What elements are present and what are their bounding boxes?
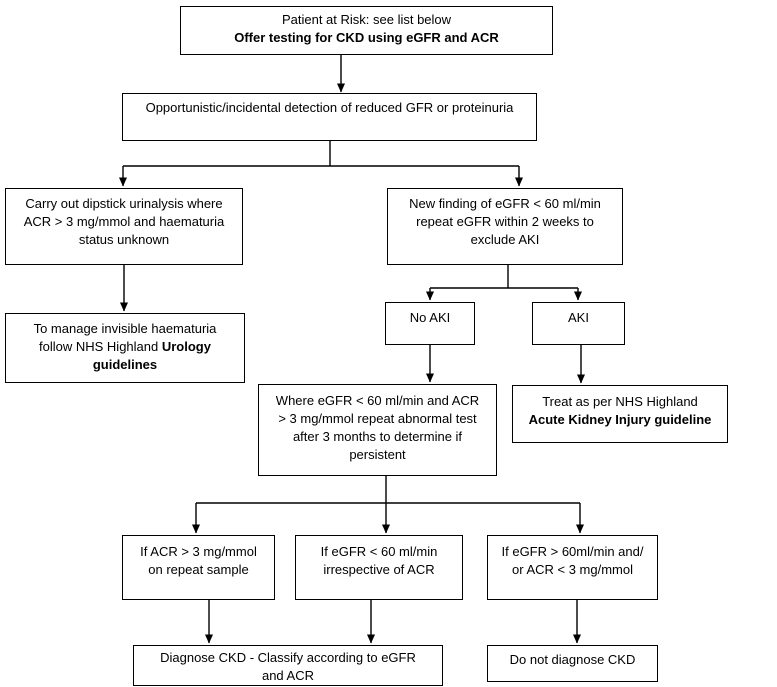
node-aki — [532, 302, 625, 345]
node-patient-at-risk — [180, 6, 553, 55]
node-text: exclude AKI — [470, 232, 540, 247]
node-text: Opportunistic/incidental detection of reduced GFR or proteinuria — [145, 100, 514, 115]
node-text: Treat as per NHS Highland — [542, 394, 698, 409]
node-text: Diagnose CKD - Classify according to eGFR — [160, 650, 416, 665]
node-text: after 3 months to determine if — [292, 429, 463, 444]
node-if-egfr-low — [295, 535, 463, 600]
node-text: status unknown — [78, 232, 170, 247]
node-if-acr-high — [122, 535, 275, 600]
node-treat-aki-guideline — [512, 385, 728, 443]
node-text: If eGFR > 60ml/min and/ — [501, 544, 644, 559]
node-where-egfr-repeat — [258, 384, 497, 476]
node-text: and ACR — [261, 668, 315, 683]
node-text: AKI — [568, 310, 589, 325]
node-text: Do not diagnose CKD — [509, 652, 636, 667]
node-no-aki — [385, 302, 475, 345]
node-text: on repeat sample — [148, 562, 249, 577]
node-text: Patient at Risk: see list below — [281, 12, 452, 27]
node-text: > 3 mg/mmol repeat abnormal test — [278, 411, 477, 426]
node-text-bold: Urology — [161, 339, 211, 354]
node-text: Offer testing for CKD using eGFR and ACR — [234, 30, 499, 45]
node-text: No AKI — [409, 310, 451, 325]
node-text: New finding of eGFR < 60 ml/min — [409, 196, 601, 211]
node-new-finding-egfr — [387, 188, 623, 265]
node-text: To manage invisible haematuria — [33, 321, 217, 336]
node-dipstick-urinalysis — [5, 188, 243, 265]
node-text: If eGFR < 60 ml/min — [320, 544, 438, 559]
node-do-not-diagnose-ckd — [487, 645, 658, 682]
node-text-normal: follow NHS Highland — [39, 339, 162, 354]
node-text — [6, 338, 244, 356]
node-text: guidelines — [92, 357, 158, 372]
node-text: Acute Kidney Injury guideline — [528, 412, 712, 427]
node-urology-guidelines — [5, 313, 245, 383]
node-text: Where eGFR < 60 ml/min and ACR — [275, 393, 480, 408]
node-opportunistic-detection — [122, 93, 537, 141]
node-text: Carry out dipstick urinalysis where — [25, 196, 223, 211]
node-text: or ACR < 3 mg/mmol — [511, 562, 633, 577]
node-text: persistent — [349, 447, 406, 462]
node-if-egfr-normal — [487, 535, 658, 600]
node-text: repeat eGFR within 2 weeks to — [416, 214, 594, 229]
node-text: ACR > 3 mg/mmol and haematuria — [23, 214, 225, 229]
node-text: irrespective of ACR — [323, 562, 435, 577]
node-diagnose-ckd — [133, 645, 443, 686]
node-text: If ACR > 3 mg/mmol — [140, 544, 257, 559]
